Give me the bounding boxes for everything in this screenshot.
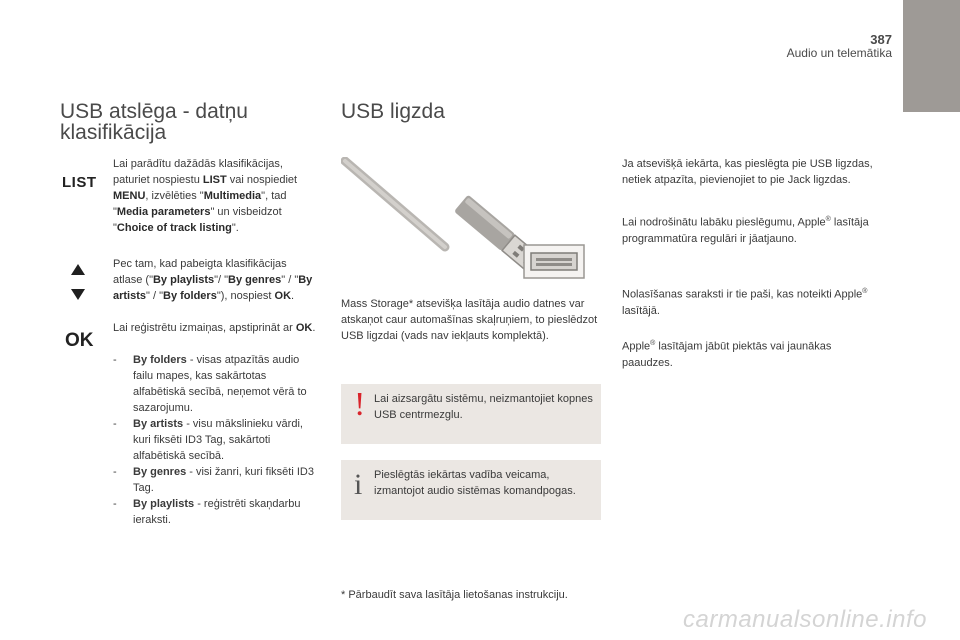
ok-button-label: OK xyxy=(65,330,94,351)
warning-text: Lai aizsargātu sistēmu, neizmantojiet kopnes USB centrmezglu. xyxy=(374,393,593,421)
paragraph-playlists: Nolasīšanas saraksti ir tie paši, kas noteikti Apple® lasītājā. xyxy=(622,288,868,317)
paragraph-apple-generation: Apple® lasītājam jābūt piektās vai jaunākas paaudzes. xyxy=(622,340,832,369)
page-number: 387 xyxy=(870,32,892,47)
paragraph-confirm: Lai reģistrētu izmaiņas, apstiprināt ar OK. xyxy=(113,322,316,334)
warning-note xyxy=(341,384,601,444)
paragraph-jack-fallback: Ja atsevišķā iekārta, kas pieslēgta pie USB ligzdas, netiek atpazīta, pievienojiet to pie Jack ligzdas. xyxy=(622,158,873,186)
footnote: * Pārbaudīt sava lasītāja lietošanas instrukciju. xyxy=(341,589,568,601)
info-icon: i xyxy=(354,468,363,501)
paragraph-display-listings: Lai parādītu dažādās klasifikācijas, paturiet nospiestu LIST vai nospiediet MENU, izvēlēties "Multimedia", tad "Media parameters" un visbeidzot "Choice of track listing". xyxy=(113,158,298,234)
arrow-down-icon xyxy=(71,289,85,300)
watermark: carmanualsonline.info xyxy=(683,606,927,633)
usb-cable-illustration xyxy=(341,157,603,282)
paragraph-mass-storage: Mass Storage* atsevišķa lasītāja audio datnes var atskaņot caur automašīnas skaļruņiem, to pieslēdzot USB ligzdai (vads nav iekļauts komplektā). xyxy=(341,298,598,342)
section-title: Audio un telemātika xyxy=(786,46,892,60)
heading-usb-socket: USB ligzda xyxy=(341,100,445,123)
paragraph-apple-update: Lai nodrošinātu labāku pieslēgumu, Apple® lasītāja programmatūra regulāri ir jāatjauno. xyxy=(622,216,869,245)
info-text: Pieslēgtās iekārtas vadība veicama, izmantojot audio sistēmas komandpogas. xyxy=(374,469,576,497)
arrow-up-icon xyxy=(71,264,85,275)
heading-usb-key: USB atslēga - datņu klasifikācija xyxy=(60,100,248,144)
list-button-label: LIST xyxy=(62,174,97,191)
warning-icon: ! xyxy=(354,386,366,423)
info-note xyxy=(341,460,601,520)
page-corner-tab xyxy=(903,0,960,112)
paragraph-select-listing: Pec tam, kad pabeigta klasifikācijas atlase ("By playlists"/ "By genres" / "By artists" / "By folders"), nospiest OK. xyxy=(113,258,313,302)
